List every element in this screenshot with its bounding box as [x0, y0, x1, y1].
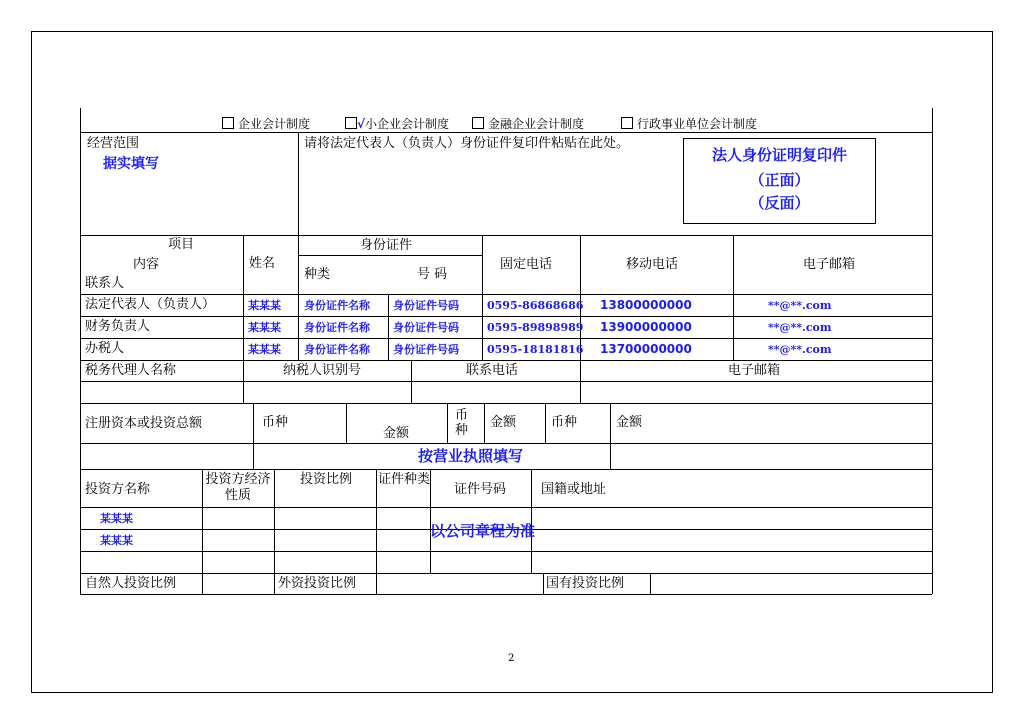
- grid-line: [274, 469, 275, 594]
- contact-name: 某某某: [248, 343, 281, 356]
- agent-phone-label: 联系电话: [466, 363, 519, 378]
- grid-line: [543, 573, 544, 594]
- investor-ratio-header: 投资比例: [300, 472, 353, 487]
- grid-line: [376, 469, 377, 594]
- contact-email: **@**.com: [768, 321, 832, 334]
- grid-line: [243, 235, 244, 360]
- contact-phone: 0595-18181816: [487, 343, 584, 356]
- capital-currency-3: 币种: [551, 415, 578, 430]
- grid-line: [253, 403, 254, 469]
- grid-line: [80, 443, 932, 444]
- contact-role: 法定代表人（负责人）: [85, 297, 216, 312]
- grid-line: [80, 469, 932, 470]
- grid-line: [932, 108, 933, 594]
- accounting-option-financial[interactable]: 金融企业会计制度: [472, 117, 584, 130]
- contact-mobile: 13900000000: [600, 320, 692, 334]
- agent-tax-id-label: 纳税人识别号: [283, 363, 362, 378]
- grid-line: [298, 255, 482, 256]
- grid-line: [650, 573, 651, 594]
- investor-nature-header: 投资方经济性质: [205, 472, 271, 503]
- accounting-option-admin[interactable]: 行政事业单位会计制度: [621, 117, 757, 130]
- header-id-type: 种类: [304, 267, 331, 282]
- grid-line: [531, 469, 532, 573]
- header-content: 内容: [133, 257, 160, 272]
- id-copy-back: （反面）: [749, 194, 810, 212]
- capital-amount-2: 金额: [490, 415, 517, 430]
- accounting-option-small-enterprise[interactable]: √小企业会计制度: [345, 117, 449, 130]
- investor-nation-header: 国籍或地址: [541, 482, 607, 497]
- contact-mobile: 13800000000: [600, 298, 692, 312]
- foreign-ratio-label: 外资投资比例: [278, 576, 357, 591]
- header-email: 电子邮箱: [803, 257, 856, 272]
- grid-line: [80, 132, 932, 133]
- capital-amount-1: 金额: [383, 426, 410, 441]
- accounting-option-enterprise[interactable]: 企业会计制度: [222, 117, 310, 130]
- grid-line: [80, 294, 932, 295]
- business-scope-fill: 据实填写: [103, 156, 159, 172]
- grid-line: [80, 381, 932, 382]
- capital-currency-1: 币种: [262, 415, 289, 430]
- grid-line: [346, 403, 347, 443]
- grid-line: [80, 594, 932, 595]
- checkbox-icon[interactable]: [621, 117, 633, 129]
- grid-line: [545, 403, 546, 443]
- contact-phone: 0595-86868686: [487, 299, 584, 312]
- grid-line: [298, 235, 299, 360]
- header-id-no: 号 码: [417, 267, 448, 282]
- contact-role: 办税人: [85, 341, 125, 356]
- natural-ratio-label: 自然人投资比例: [85, 576, 177, 591]
- contact-id-no: 身份证件号码: [393, 299, 459, 312]
- grid-line: [484, 403, 485, 443]
- state-ratio-label: 国有投资比例: [546, 576, 625, 591]
- capital-currency-2: 币种: [455, 408, 469, 438]
- grid-line: [80, 108, 81, 594]
- header-contact: 联系人: [85, 276, 125, 291]
- business-scope-label: 经营范围: [87, 136, 140, 151]
- contact-id-type: 身份证件名称: [304, 343, 370, 356]
- grid-line: [80, 551, 932, 552]
- capital-label: 注册资本或投资总额: [85, 416, 203, 431]
- contact-email: **@**.com: [768, 299, 832, 312]
- checkbox-icon[interactable]: [472, 117, 484, 129]
- investor-id-type-header: 证件种类: [378, 472, 431, 487]
- capital-fill: 按营业执照填写: [418, 447, 524, 465]
- agent-email-label: 电子邮箱: [728, 363, 781, 378]
- grid-line: [80, 573, 932, 574]
- grid-line: [610, 403, 611, 469]
- contact-role: 财务负责人: [85, 319, 151, 334]
- paste-hint: 请将法定代表人（负责人）身份证件复印件粘贴在此处。: [304, 136, 630, 151]
- contact-id-no: 身份证件号码: [393, 343, 459, 356]
- contact-email: **@**.com: [768, 343, 832, 356]
- contact-id-type: 身份证件名称: [304, 299, 370, 312]
- contact-mobile: 13700000000: [600, 342, 692, 356]
- grid-line: [388, 294, 389, 360]
- agent-name-label: 税务代理人名称: [85, 363, 177, 378]
- header-id-doc: 身份证件: [360, 238, 413, 253]
- contact-name: 某某某: [248, 299, 281, 312]
- id-copy-front: （正面）: [749, 171, 810, 189]
- investor-name: 某某某: [100, 512, 133, 525]
- contact-id-no: 身份证件号码: [393, 321, 459, 334]
- grid-line: [430, 469, 431, 573]
- grid-line: [80, 403, 932, 404]
- page-number: 2: [508, 653, 515, 664]
- header-mobile: 移动电话: [626, 257, 679, 272]
- contact-phone: 0595-89898989: [487, 321, 584, 334]
- grid-line: [580, 360, 581, 403]
- contact-name: 某某某: [248, 321, 281, 334]
- check-mark-icon: √: [357, 117, 366, 131]
- grid-line: [202, 469, 203, 594]
- investor-fill: 以公司章程为准: [430, 522, 536, 540]
- header-phone: 固定电话: [500, 257, 553, 272]
- investor-name: 某某某: [100, 534, 133, 547]
- header-item: 项目: [168, 237, 195, 252]
- grid-line: [447, 403, 448, 443]
- investor-name-header: 投资方名称: [85, 482, 151, 497]
- checkbox-icon[interactable]: [345, 117, 357, 129]
- grid-line: [80, 507, 932, 508]
- grid-line: [733, 235, 734, 360]
- grid-line: [80, 338, 932, 339]
- header-name: 姓名: [249, 256, 276, 271]
- id-copy-title: 法人身份证明复印件: [711, 146, 847, 164]
- grid-line: [80, 235, 932, 236]
- grid-line: [482, 235, 483, 360]
- investor-id-no-header: 证件号码: [454, 482, 507, 497]
- contact-id-type: 身份证件名称: [304, 321, 370, 334]
- grid-line: [243, 360, 244, 403]
- checkbox-icon[interactable]: [222, 117, 234, 129]
- grid-line: [298, 132, 299, 235]
- grid-line: [80, 316, 932, 317]
- grid-line: [411, 360, 412, 403]
- grid-line: [80, 360, 932, 361]
- capital-amount-3: 金额: [616, 415, 643, 430]
- grid-line: [580, 235, 581, 360]
